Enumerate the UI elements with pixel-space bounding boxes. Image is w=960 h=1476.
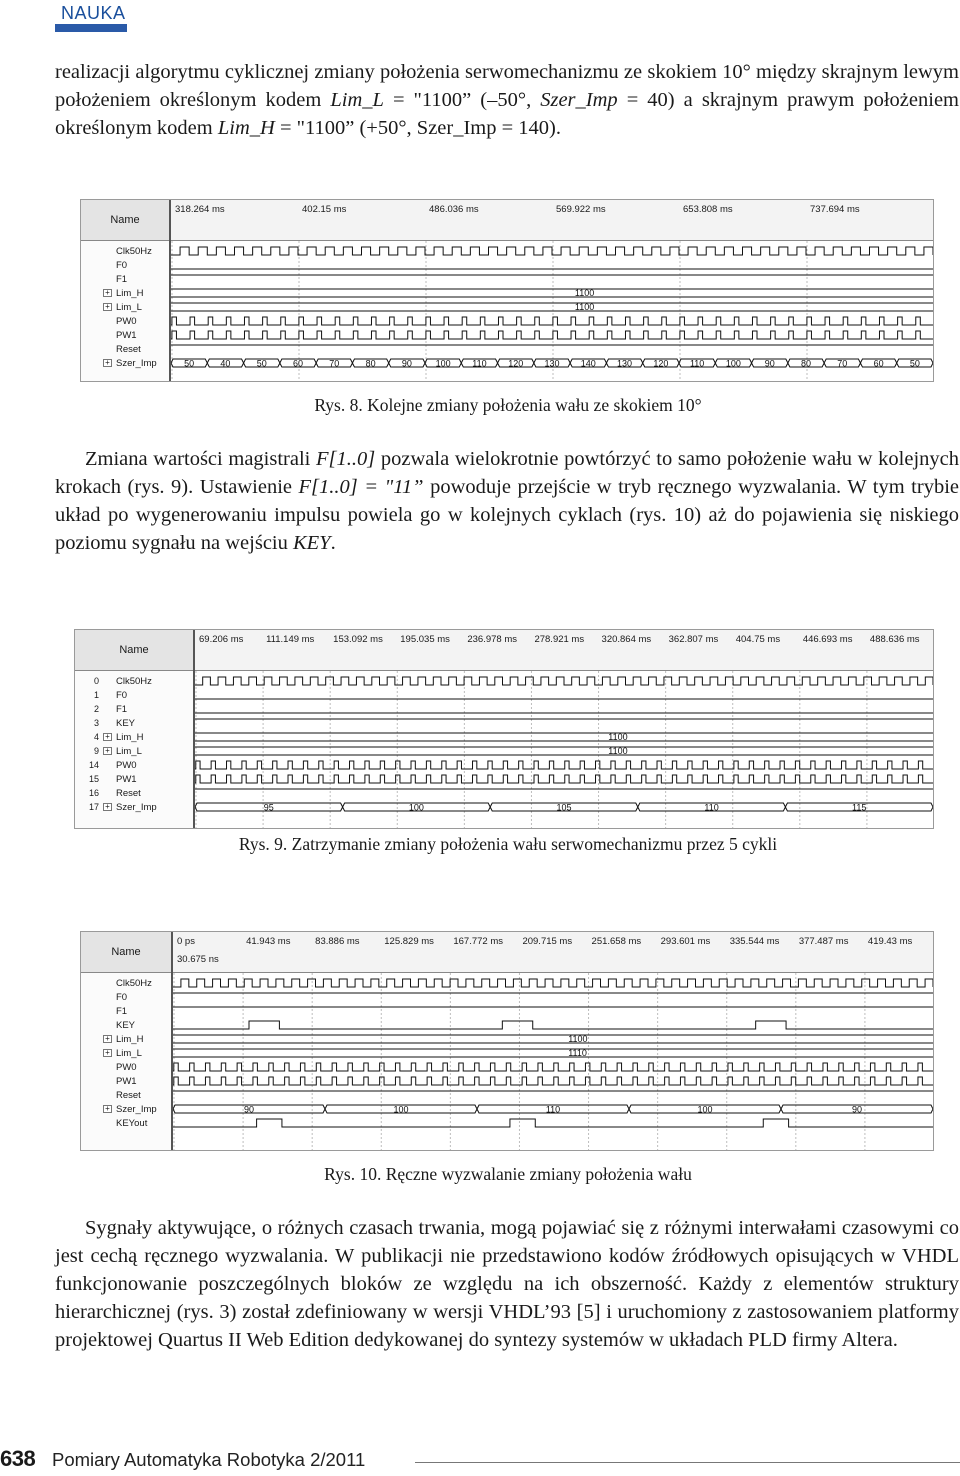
- page-number: 638: [0, 1446, 36, 1471]
- waveform-figure-8: [80, 199, 934, 382]
- signal-row[interactable]: [81, 1032, 171, 1046]
- signal-row[interactable]: [81, 244, 169, 258]
- expand-icon[interactable]: +: [103, 289, 112, 297]
- signal-name: Szer_Imp: [116, 801, 157, 813]
- time-label: 83.886 ms: [315, 936, 360, 947]
- signal-name: F1: [116, 703, 128, 715]
- time-label: 251.658 ms: [591, 936, 642, 947]
- signal-name: Lim_H: [116, 1033, 144, 1045]
- time-label: 278.921 ms: [534, 634, 585, 645]
- time-label: 293.601 ms: [660, 936, 711, 947]
- waveform-pw0: [173, 1063, 933, 1071]
- signal-name: F1: [116, 273, 128, 285]
- waveform-clk50hz: [171, 247, 933, 255]
- signal-index: 1: [93, 690, 99, 700]
- bus-value: 130: [617, 358, 633, 369]
- paragraph-1: realizacji algorytmu cyklicznej zmiany położenia serwomechanizmu ze skokiem 10° między skrajnym lewym położeniem określonym kodem Lim_L = "1100” (–50°, Szer_Imp = 40) a skrajnym prawym położeniem określonym kodem Lim_H = "1100” (+50°, Szer_Imp = 140).: [55, 61, 959, 139]
- signal-row[interactable]: [75, 744, 193, 758]
- bus-value: 120: [508, 358, 524, 369]
- bus-value: 90: [764, 358, 775, 369]
- signal-name: PW1: [116, 773, 137, 785]
- waveform-pw1: [195, 775, 933, 783]
- signal-name: KEY: [116, 717, 136, 729]
- signal-name: PW1: [116, 329, 137, 341]
- waveform-clk50hz: [195, 677, 933, 685]
- signal-name: F0: [116, 991, 128, 1003]
- time-label: 318.264 ms: [175, 204, 225, 215]
- signal-name: Clk50Hz: [116, 977, 152, 989]
- signal-name: Lim_H: [116, 731, 144, 743]
- signal-name-pane: [75, 630, 195, 828]
- bus-value: 120: [653, 358, 669, 369]
- bus-value: 90: [401, 358, 412, 369]
- bus-value: 100: [725, 358, 741, 369]
- bus-value: 80: [800, 358, 812, 369]
- signal-index: 9: [93, 746, 99, 756]
- caption-figure-8: Rys. 8. Kolejne zmiany położenia wału ze skokiem 10°: [314, 395, 702, 415]
- waveform-keyout: [173, 1119, 933, 1127]
- signal-row[interactable]: [81, 342, 169, 356]
- name-column-header: Name: [81, 200, 169, 241]
- bus-value: 60: [292, 358, 304, 369]
- bus-value: 1100: [608, 746, 628, 756]
- section-tag-bar: [55, 24, 127, 32]
- signal-row[interactable]: [81, 1018, 171, 1032]
- bus-value: 1110: [568, 1048, 587, 1058]
- signal-row[interactable]: [75, 688, 193, 702]
- bus-value: 50: [256, 358, 267, 369]
- time-label: 125.829 ms: [384, 936, 434, 947]
- bus-value: 100: [435, 358, 451, 369]
- signal-row[interactable]: [75, 702, 193, 716]
- signal-row[interactable]: [75, 730, 193, 744]
- time-label: 69.206 ms: [199, 634, 244, 645]
- waveform-lim-l: [173, 1048, 933, 1058]
- section-tag: NAUKA: [61, 2, 126, 23]
- signal-index: 4: [93, 732, 99, 742]
- signal-row[interactable]: [81, 1088, 171, 1102]
- signal-index: 14: [88, 760, 99, 770]
- signal-row[interactable]: [81, 258, 169, 272]
- signal-name: KEYout: [116, 1117, 148, 1129]
- signal-row[interactable]: [75, 800, 193, 814]
- waveform-pw0: [171, 317, 933, 325]
- signal-row[interactable]: [81, 356, 169, 370]
- time-label: 41.943 ms: [246, 936, 291, 947]
- time-label: 0 ps: [177, 936, 195, 947]
- signal-index: 17: [88, 802, 99, 812]
- time-label: 335.544 ms: [729, 936, 780, 947]
- expand-icon[interactable]: +: [103, 359, 112, 367]
- expand-icon[interactable]: +: [103, 303, 112, 311]
- bus-value: 130: [544, 358, 560, 369]
- expand-icon[interactable]: +: [103, 1035, 112, 1043]
- signal-name: Reset: [116, 343, 141, 355]
- signal-name: PW0: [116, 315, 137, 327]
- signal-name: Reset: [116, 787, 141, 799]
- signal-index: 16: [88, 788, 99, 798]
- signal-index: 15: [88, 774, 99, 784]
- bus-value: 70: [329, 358, 340, 369]
- paragraph-2: Zmiana wartości magistrali F[1..0] pozwala wielokrotnie powtórzyć to samo położenie wału w kolejnych krokach (rys. 9). Ustawienie F[1..0] = "11” powoduje przejście w tryb ręcznego wyzwalania. W tym trybie układ po wygenerowaniu impulsu powiela go w kolejnych cyklach (rys. 10) aż do pojawienia się niskiego poziomu sygnału na wejściu KEY.: [55, 448, 959, 554]
- bus-value: 50: [909, 358, 920, 369]
- waveform-clk50hz: [173, 979, 933, 987]
- waveform-figure-9: [74, 629, 934, 829]
- waveform-szer-imp: [195, 803, 933, 813]
- time-label: 488.636 ms: [869, 634, 920, 645]
- signal-name: PW0: [116, 759, 137, 771]
- bus-value: 90: [851, 1104, 863, 1115]
- time-ruler: [171, 200, 933, 241]
- bus-value: 100: [408, 802, 424, 813]
- expand-icon[interactable]: +: [103, 733, 112, 741]
- signal-name: Lim_L: [116, 301, 142, 313]
- signal-row[interactable]: [81, 272, 169, 286]
- signal-index: 2: [93, 704, 99, 714]
- signal-name: Reset: [116, 1089, 141, 1101]
- bus-value: 140: [580, 358, 596, 369]
- bus-value: 40: [220, 358, 231, 369]
- time-ruler: [195, 630, 933, 671]
- time-label: 167.772 ms: [453, 936, 504, 947]
- time-label: 195.035 ms: [400, 634, 450, 645]
- signal-row[interactable]: [75, 716, 193, 730]
- time-label: 209.715 ms: [522, 936, 573, 947]
- bus-value: 1100: [574, 288, 595, 298]
- time-label: 320.864 ms: [601, 634, 652, 645]
- time-label: 404.75 ms: [735, 634, 781, 645]
- waveform-lim-h: [195, 732, 933, 742]
- bus-value: 105: [556, 802, 572, 813]
- bus-value: 115: [852, 802, 867, 813]
- signal-row[interactable]: [81, 300, 169, 314]
- signal-row[interactable]: [81, 1116, 171, 1130]
- signal-name: Lim_H: [116, 287, 144, 299]
- signal-name: F1: [116, 1005, 128, 1017]
- signal-name: Szer_Imp: [116, 1103, 157, 1115]
- waveform-figure-10: [80, 931, 934, 1151]
- waveform-key: [173, 1021, 933, 1029]
- bus-value: 110: [689, 358, 705, 369]
- expand-icon[interactable]: +: [103, 747, 112, 755]
- time-label: 402.15 ms: [302, 204, 347, 215]
- bus-value: 90: [243, 1104, 255, 1115]
- caption-figure-10: Rys. 10. Ręczne wyzwalanie zmiany położenia wału: [324, 1164, 692, 1184]
- time-label: 153.092 ms: [333, 634, 383, 645]
- waveform-lim-l: [195, 746, 933, 756]
- name-column-header: Name: [81, 932, 171, 973]
- signal-index: 0: [93, 676, 99, 686]
- waveform-area: [173, 973, 933, 1150]
- expand-icon[interactable]: +: [103, 1049, 112, 1057]
- signal-name: Lim_L: [116, 745, 142, 757]
- signal-row[interactable]: [81, 1102, 171, 1116]
- caption-figure-9: Rys. 9. Zatrzymanie zmiany położenia wału serwomechanizmu przez 5 cykli: [238, 834, 778, 854]
- waveform-lim-h: [173, 1034, 933, 1044]
- time-label: 653.808 ms: [683, 204, 733, 215]
- bus-value: 1100: [608, 732, 628, 742]
- signal-row[interactable]: [75, 786, 193, 800]
- bus-value: 110: [472, 358, 487, 369]
- signal-row[interactable]: [81, 1004, 171, 1018]
- bus-value: 60: [873, 358, 884, 369]
- time-label: 486.036 ms: [429, 204, 479, 215]
- bus-value: 100: [697, 1104, 713, 1115]
- signal-row[interactable]: [81, 976, 171, 990]
- name-column-header: Name: [75, 630, 193, 671]
- waveform-area: [171, 241, 933, 381]
- bus-value: 100: [393, 1104, 409, 1115]
- time-label: 236.978 ms: [467, 634, 518, 645]
- signal-row[interactable]: [81, 1046, 171, 1060]
- waveform-lim-l: [171, 302, 933, 312]
- cursor-time-label: 30.675 ns: [177, 954, 219, 965]
- signal-name: Clk50Hz: [116, 245, 152, 257]
- bus-value: 70: [837, 358, 848, 369]
- signal-row[interactable]: [75, 674, 193, 688]
- signal-row[interactable]: [81, 1074, 171, 1088]
- signal-row[interactable]: [75, 758, 193, 772]
- signal-name: F0: [116, 259, 128, 271]
- signal-name-pane: [81, 932, 173, 1150]
- signal-row[interactable]: [81, 286, 169, 300]
- waveform-area: [195, 671, 933, 828]
- waveform-szer-imp: [171, 359, 933, 369]
- signal-name: Szer_Imp: [116, 357, 157, 369]
- waveform-pw0: [195, 761, 933, 769]
- bus-value: 1100: [574, 302, 595, 312]
- signal-index: 3: [93, 718, 99, 728]
- waveform-pw1: [171, 331, 933, 339]
- time-label: 446.693 ms: [802, 634, 853, 645]
- signal-name-pane: [81, 200, 171, 381]
- signal-name: KEY: [116, 1019, 136, 1031]
- waveform-lim-h: [171, 288, 933, 298]
- footer-rule: [415, 1462, 960, 1463]
- paragraph-3: Sygnały aktywujące, o różnych czasach trwania, mogą pojawiać się z różnymi interwałami czasowymi co jest cechą ręcznego wyzwalania. W publikacji nie przedstawiono kodów źródłowych opisujących w VHDL funkcjonowanie poszczególnych bloków ze względu na ich obszerność. Każdy z elementów struktury hierarchicznej (rys. 3) został zdefiniowany w wersji VHDL’93 [5] i uruchomiony z zastosowaniem platformy projektowej Quartus II Web Edition dedykowanej do syntezy systemów w układach PLD firmy Altera.: [55, 1217, 959, 1351]
- signal-row[interactable]: [81, 990, 171, 1004]
- signal-row[interactable]: [81, 314, 169, 328]
- bus-value: 95: [263, 802, 274, 813]
- signal-name: Lim_L: [116, 1047, 142, 1059]
- time-ruler: [173, 932, 933, 973]
- signal-name: PW1: [116, 1075, 137, 1087]
- signal-name: PW0: [116, 1061, 137, 1073]
- time-label: 377.487 ms: [798, 936, 849, 947]
- time-label: 111.149 ms: [266, 634, 315, 645]
- bus-value: 110: [545, 1104, 561, 1115]
- expand-icon[interactable]: +: [103, 1105, 112, 1113]
- signal-name: F0: [116, 689, 128, 701]
- time-label: 362.807 ms: [668, 634, 719, 645]
- signal-row[interactable]: [81, 1060, 171, 1074]
- signal-row[interactable]: [75, 772, 193, 786]
- bus-value: 110: [704, 802, 719, 813]
- expand-icon[interactable]: +: [103, 803, 112, 811]
- signal-row[interactable]: [81, 328, 169, 342]
- bus-value: 80: [365, 358, 376, 369]
- signal-name: Clk50Hz: [116, 675, 152, 687]
- time-label: 419.43 ms: [867, 936, 913, 947]
- waveform-szer-imp: [173, 1105, 933, 1115]
- journal-title: Pomiary Automatyka Robotyka 2/2011: [52, 1449, 366, 1470]
- bus-value: 50: [184, 358, 195, 369]
- time-label: 569.922 ms: [556, 204, 606, 215]
- time-label: 737.694 ms: [810, 204, 860, 215]
- bus-value: 1100: [568, 1034, 588, 1044]
- waveform-pw1: [173, 1077, 933, 1085]
